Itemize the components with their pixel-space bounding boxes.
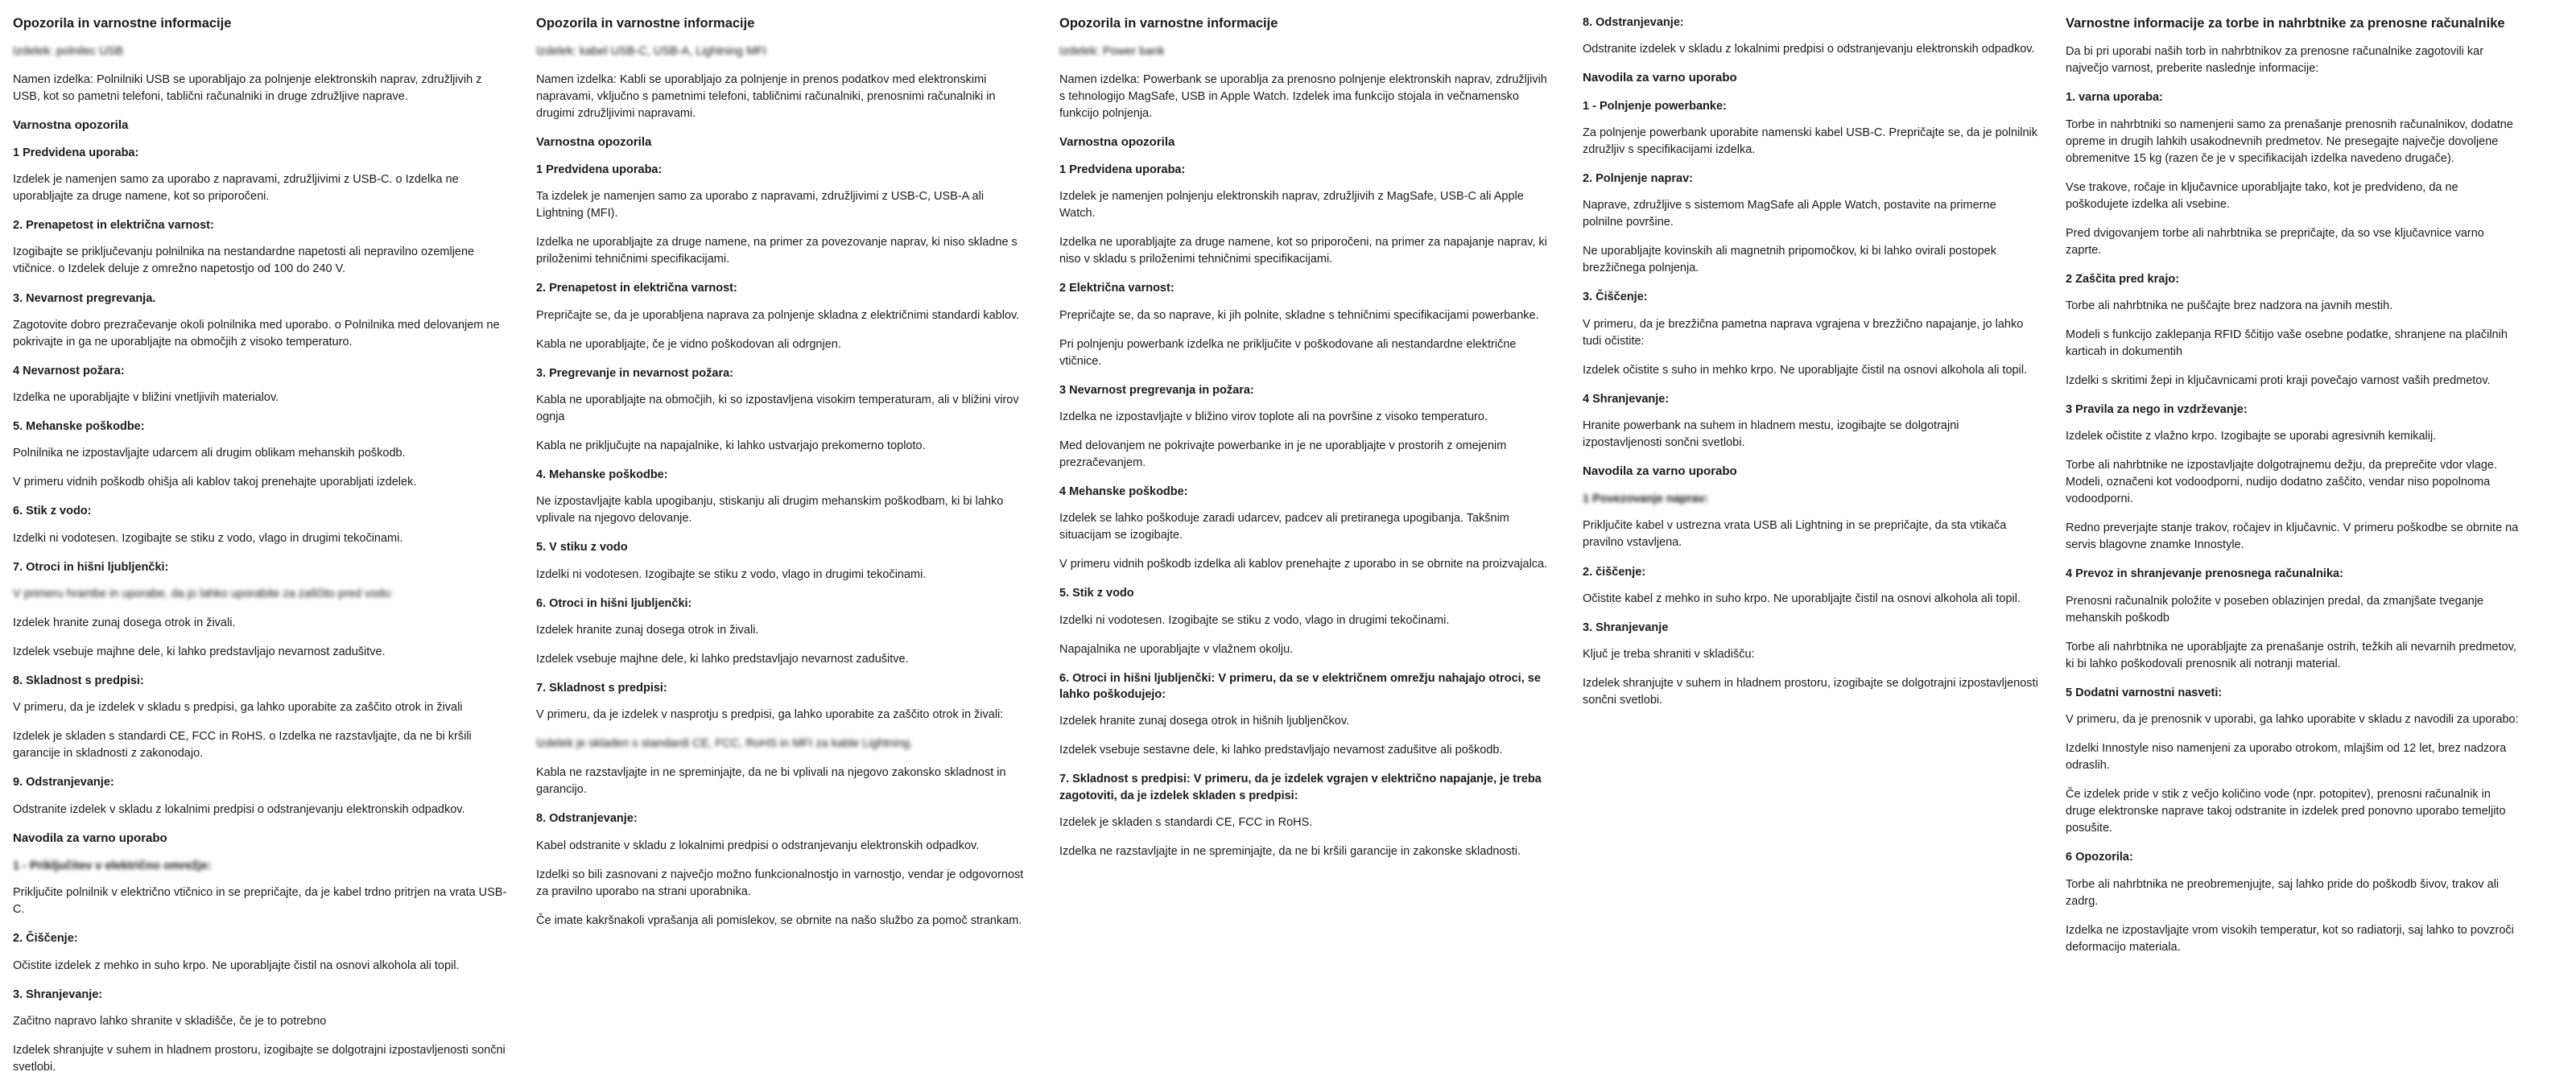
paragraph: Izdelki ni vodotesen. Izogibajte se stiku z vodo, vlago in drugimi tekočinami. (536, 567, 927, 581)
paragraph: Izdelka ne izpostavljajte vrom visokih temperatur, kot so radiatorji, saj lahko to povzroči deformacijo materiala. (2066, 923, 2514, 954)
paragraph: Izdelek je namenjen samo za uporabo z napravami, združljivimi z USB-C. o Izdelka ne uporabljajte za druge namene, kot so priporočeni. (13, 173, 459, 204)
paragraph: Izdelek shranjujte v suhem in hladnem prostoru, izogibajte se dolgotrajni izpostavljenosti sončni svetlobi. (1583, 677, 2038, 707)
subsection-heading: 2. Čiščenje: (13, 932, 78, 946)
column-body (2066, 43, 2521, 955)
paragraph: Torbe in nahrbtniki so namenjeni samo za prenašanje prenosnih računalnikov, dodatne opreme in drugih lahkih usakodnevnih predmetov. Ne presegajte največje dovoljene obremenitve 15 kg (razen če je v specifikacijah izdelka navedeno drugače). (2066, 117, 2513, 165)
column-title: Opozorila in varnostne informacije (536, 16, 755, 31)
subsection-heading: 4 Nevarnost požara: (13, 364, 125, 377)
paragraph: Izdelek vsebuje majhne dele, ki lahko predstavljajo nevarnost zadušitve. (13, 645, 386, 659)
paragraph: Kabel odstranite v skladu z lokalnimi predpisi o odstranjevanju elektronskih odpadkov. (536, 839, 980, 852)
column-body (1583, 14, 2038, 709)
subsection-heading: 5 Dodatni varnostni nasveti: (2066, 686, 2223, 699)
paragraph: Ta izdelek je namenjen samo za uporabo z napravami, združljivimi z USB-C, USB-A ali Lightning (MFI). (536, 190, 985, 221)
product-label-text: Izdelek: polnilec USB (13, 45, 124, 59)
paragraph: Ne uporabljajte kovinskih ali magnetnih pripomočkov, ki bi lahko ovirali postopek brezžičnega polnjenja. (1583, 245, 1996, 275)
subsection-heading: 1 Predvidena uporaba: (13, 146, 139, 159)
paragraph: Prepričajte se, da so naprave, ki jih polnite, skladne s tehničnimi specifikacijami powerbanke. (1059, 308, 1539, 322)
paragraph: Izdelek je namenjen polnjenju elektronskih naprav, združljivih z MagSafe, USB-C ali Apple Watch. (1059, 190, 1524, 221)
subsection-heading: 5. V stiku z vodo (536, 541, 628, 554)
subsection-heading: 6. Otroci in hišni ljubljenčki: V primeru, da se v električnem omrežju nahajajo otroci, se lahko poškodujejo: (1059, 671, 1541, 701)
subsection-heading: 2. čiščenje: (1583, 565, 1646, 579)
paragraph: V primeru vidnih poškodb izdelka ali kablov prenehajte z uporabo in se obrnite na proizvajalca. (1059, 558, 1548, 571)
subsection-heading: 8. Odstranjevanje: (1583, 16, 1684, 29)
subsection-heading: 7. Skladnost s predpisi: (536, 681, 667, 695)
subsection-heading: 3 Nevarnost pregrevanja in požara: (1059, 383, 1254, 397)
subsection-heading: 4. Mehanske poškodbe: (536, 468, 668, 481)
column-cable (536, 14, 1059, 1006)
paragraph: V primeru hrambe in uporabe, da jo lahko uporabite za zaščito pred vodo: (13, 587, 394, 601)
paragraph: Izdelki ni vodotesen. Izogibajte se stiku z vodo, vlago in drugimi tekočinami. (13, 531, 403, 545)
column-title: Opozorila in varnostne informacije (13, 16, 232, 31)
paragraph: Modeli s funkcijo zaklepanja RFID ščitijo vaše osebne podatke, shranjene na plačilnih karticah in dokumentih (2066, 328, 2508, 359)
paragraph: Namen izdelka: Kabli se uporabljajo za polnjenje in prenos podatkov med elektronskimi napravami, vključno s pametnimi telefoni, tabličnimi računalniki, prenosnimi računalniki in drugimi združljivimi napravami. (536, 72, 996, 120)
subsection-heading: 3. Shranjevanje (1583, 620, 1669, 634)
subsection-heading: 2. Prenapetost in električna varnost: (536, 282, 737, 295)
paragraph: Če imate kakršnakoli vprašanja ali pomislekov, se obrnite na našo službo za pomoč strankam. (536, 913, 1022, 927)
paragraph: Torbe ali nahrbtnika ne uporabljajte za prenašanje ostrih, težkih ali nevarnih predmetov, ki bi lahko poškodovali prenosnik ali notranji material. (2066, 640, 2516, 670)
section-heading: Varnostna opozorila (13, 117, 129, 132)
paragraph: Izdelka ne uporabljajte za druge namene, kot so priporočeni, na primer za napajanje naprav, ki niso v skladu s priloženimi tehničnimi specifikacijami. (1059, 236, 1547, 266)
column-body (536, 72, 1032, 930)
paragraph: Ključ je treba shraniti v skladišču: (1583, 648, 1755, 662)
column-charger (13, 14, 536, 1074)
paragraph: Izdelek je skladen s standardi CE, FCC, RoHS in MFI za kable Lightning. (536, 737, 914, 751)
subsection-heading: 3. Čiščenje: (1583, 291, 1648, 304)
subsection-heading: 2. Polnjenje naprav: (1583, 171, 1693, 185)
paragraph: Zagotovite dobro prezračevanje okoli polnilnika med uporabo. o Polnilnika med delovanjem ne pokrivajte in ga ne uporabljajte na območjih z visoko temperaturo. (13, 318, 500, 348)
subsection-heading: 4 Prevoz in shranjevanje prenosnega računalnika: (2066, 567, 2343, 581)
paragraph: Med delovanjem ne pokrivajte powerbanke in je ne uporabljajte v prostorih z omejenim prezračevanjem. (1059, 439, 1507, 469)
subsection-heading: 7. Otroci in hišni ljubljenčki: (13, 560, 169, 574)
subsection-heading: 1 - Priključitev v električno omrežje: (13, 860, 212, 873)
section-heading: Varnostna opozorila (1059, 134, 1175, 149)
paragraph: Izdelka ne uporabljajte v bližini vnetljivih materialov. (13, 391, 279, 405)
paragraph: Če izdelek pride v stik z večjo količino vode (npr. potopitev), prenosni računalnik in druge elektronske naprave takoj odstranite in izdelek pred ponovno uporabo temeljito posušite. (2066, 788, 2506, 835)
column-bags (2066, 14, 2549, 1006)
subsection-heading: 8. Odstranjevanje: (536, 812, 638, 826)
subsection-heading: 3. Nevarnost pregrevanja. (13, 291, 156, 305)
paragraph: Priključite polnilnik v električno vtičnico in se prepričajte, da je kabel trdno pritrjen na vrata USB-C. (13, 886, 507, 917)
paragraph: Očistite kabel z mehko in suho krpo. Ne uporabljajte čistil na osnovi alkohola ali topil. (1583, 592, 2021, 605)
paragraph: Ne izpostavljajte kabla upogibanju, stiskanju ali drugim mehanskim poškodbam, ki bi lahko vplivale na njegovo delovanje. (536, 495, 1004, 526)
column-body (13, 72, 509, 1076)
column-powerbank-usage (1583, 14, 2066, 1006)
subsection-heading: 1 Predvidena uporaba: (1059, 163, 1186, 176)
paragraph: Pri polnjenju powerbank izdelka ne priključite v poškodovane ali nestandardne električne vtičnice. (1059, 337, 1517, 368)
product-label (13, 43, 509, 60)
paragraph: Izdelek hranite zunaj dosega otrok in hišnih ljubljenčkov. (1059, 715, 1350, 728)
section-heading: Varnostna opozorila (536, 134, 652, 149)
paragraph: Naprave, združljive s sistemom MagSafe ali Apple Watch, postavite na primerne polnilne površine. (1583, 199, 1996, 229)
paragraph: Torbe ali nahrbtnike ne izpostavljajte dolgotrajnemu dežju, da preprečite vdor vlage. Modeli, označeni kot vodoodporni, nudijo dodatno zaščito, vendar niso popolnoma vodoodporni. (2066, 459, 2498, 506)
paragraph: Napajalnika ne uporabljajte v vlažnem okolju. (1059, 642, 1294, 656)
subsection-heading: 4 Mehanske poškodbe: (1059, 484, 1188, 498)
paragraph: Izdelek hranite zunaj dosega otrok in živali. (13, 616, 236, 630)
paragraph: Izdelki so bili zasnovani z največjo možno funkcionalnostjo in varnostjo, vendar je odgovornost za pravilno uporabo na strani uporabnika. (536, 868, 1024, 898)
paragraph: Torbe ali nahrbtnika ne preobremenjujte, saj lahko pride do poškodb šivov, trakov ali zadrg. (2066, 877, 2500, 908)
column-powerbank (1059, 14, 1583, 1006)
paragraph: Izdelek shranjujte v suhem in hladnem prostoru, izogibajte se dolgotrajni izpostavljenosti sončni svetlobi. (13, 1043, 506, 1074)
paragraph: Izdelka ne izpostavljajte v bližino virov toplote ali na površine z visoko temperaturo. (1059, 410, 1488, 423)
paragraph: Torbe ali nahrbtnika ne puščajte brez nadzora na javnih mestih. (2066, 299, 2393, 312)
subsection-heading: 6. Stik z vodo: (13, 505, 92, 518)
paragraph: Prepričajte se, da je uporabljena naprava za polnjenje skladna z električnimi standardi kablov. (536, 308, 1020, 322)
paragraph: Kabla ne uporabljajte na območjih, ki so izpostavljena visokim temperaturam, ali v bližini virov ognja (536, 393, 1019, 423)
subsection-heading: 1 - Polnjenje powerbanke: (1583, 99, 1727, 113)
paragraph: Izdelek hranite zunaj dosega otrok in živali. (536, 623, 759, 637)
section-heading: Navodila za varno uporabo (13, 831, 167, 845)
paragraph: Za polnjenje powerbank uporabite namenski kabel USB-C. Prepričajte se, da je polnilnik združljiv s specifikacijami izdelka. (1583, 126, 2038, 156)
subsection-heading: 3. Pregrevanje in nevarnost požara: (536, 366, 733, 380)
product-label (1059, 43, 1555, 60)
subsection-heading: 1. varna uporaba: (2066, 91, 2163, 105)
column-title: Opozorila in varnostne informacije (1059, 16, 1278, 31)
paragraph: Izdelek vsebuje sestavne dele, ki lahko predstavljajo nevarnost zadušitve ali poškodb. (1059, 744, 1503, 757)
paragraph: Izdelek se lahko poškoduje zaradi udarcev, padcev ali pretiranega upogibanja. Takšnim situacijam se izogibajte. (1059, 512, 1509, 542)
subsection-heading: 3. Shranjevanje: (13, 987, 103, 1001)
paragraph: Izdelek očistite z vlažno krpo. Izogibajte se uporabi agresivnih kemikalij. (2066, 430, 2437, 443)
paragraph: Očistite izdelek z mehko in suho krpo. Ne uporabljajte čistil na osnovi alkohola ali topil. (13, 959, 460, 972)
subsection-heading: 3 Pravila za nego in vzdrževanje: (2066, 403, 2248, 417)
subsection-heading: 2 Električna varnost: (1059, 282, 1174, 295)
paragraph: Izdelek vsebuje majhne dele, ki lahko predstavljajo nevarnost zadušitve. (536, 652, 909, 666)
subsection-heading: 1 Predvidena uporaba: (536, 163, 663, 176)
paragraph: Vse trakove, ročaje in ključavnice uporabljajte tako, kot je predvideno, da ne poškodujete izdelka ali vsebine. (2066, 180, 2458, 211)
subsection-heading: 5. Mehanske poškodbe: (13, 420, 145, 434)
paragraph: Polnilnika ne izpostavljajte udarcem ali drugim oblikam mehanskih poškodb. (13, 447, 406, 460)
paragraph: Prenosni računalnik položite v poseben oblazinjen predal, da zmanjšate tveganje mehanskih poškodb (2066, 594, 2484, 625)
paragraph: Izdelka ne uporabljajte za druge namene, na primer za povezovanje naprav, ki niso skladne s priloženimi tehničnimi specifikacijami. (536, 236, 1018, 266)
subsection-heading: 6. Otroci in hišni ljubljenčki: (536, 596, 692, 610)
paragraph: Hranite powerbank na suhem in hladnem mestu, izogibajte se dolgotrajni izpostavljenosti sončni svetlobi. (1583, 418, 1959, 449)
subsection-heading: 6 Opozorila: (2066, 851, 2133, 864)
column-title: Varnostne informacije za torbe in nahrbtnike za prenosne računalnike (2066, 16, 2505, 31)
paragraph: Izdelki Innostyle niso namenjeni za uporabo otrokom, mlajšim od 12 let, brez nadzora odraslih. (2066, 742, 2507, 773)
paragraph: Redno preverjajte stanje trakov, ročajev in ključavnic. V primeru poškodbe se obrnite na servis blagovne znamke Innostyle. (2066, 522, 2519, 552)
paragraph: Da bi pri uporabi naših torb in nahrbtnikov za prenosne računalnike zagotovili kar največjo varnost, preberite naslednje informacije: (2066, 45, 2484, 76)
paragraph: Izdelek očistite s suho in mehko krpo. Ne uporabljajte čistil na osnovi alkohola ali topil. (1583, 363, 2028, 377)
subsection-heading: 2 Zaščita pred krajo: (2066, 272, 2180, 286)
paragraph: Kabla ne priključujte na napajalnike, ki lahko ustvarjajo prekomerno toploto. (536, 439, 926, 452)
paragraph: V primeru, da je izdelek v skladu s predpisi, ga lahko uporabite za zaščito otrok in živali (13, 701, 463, 715)
column-body (1059, 72, 1555, 860)
subsection-heading: 4 Shranjevanje: (1583, 392, 1670, 406)
paragraph: Kabla ne razstavljajte in ne spreminjajte, da ne bi vplivali na njegovo zakonsko skladnost in garancijo. (536, 766, 1006, 797)
paragraph: V primeru, da je izdelek v nasprotju s predpisi, ga lahko uporabite za zaščito otrok in živali: (536, 708, 1004, 722)
paragraph: Izdelka ne razstavljajte in ne spreminjajte, da ne bi kršili garancije in zakonske skladnosti. (1059, 844, 1521, 858)
paragraph: V primeru vidnih poškodb ohišja ali kablov takoj prenehajte uporabljati izdelek. (13, 476, 417, 489)
product-label-text: Izdelek: kabel USB-C, USB-A, Lightning MFI (536, 45, 767, 59)
paragraph: Odstranite izdelek v skladu z lokalnimi predpisi o odstranjevanju elektronskih odpadkov. (13, 802, 465, 816)
paragraph: Izdelki s skritimi žepi in ključavnicami proti kraji povečajo varnost vaših predmetov. (2066, 374, 2491, 388)
paragraph: Izogibajte se priključevanju polnilnika na nestandardne napetosti ali nepravilno ozemljene vtičnice. o Izdelek deluje z omrežno napetostjo od 100 do 240 V. (13, 245, 475, 276)
paragraph: Odstranite izdelek v skladu z lokalnimi predpisi o odstranjevanju elektronskih odpadkov. (1583, 43, 2035, 56)
paragraph: V primeru, da je brezžična pametna naprava vgrajena v brezžično napajanje, jo lahko tudi očistite: (1583, 317, 2024, 348)
paragraph: Izdelek je skladen s standardi CE, FCC in RoHS. o Izdelka ne razstavljajte, da ne bi kršili garancije in skladnosti z zakonodajo. (13, 730, 472, 761)
paragraph: Kabla ne uporabljajte, če je vidno poškodovan ali odrgnjen. (536, 337, 841, 351)
subsection-heading: 5. Stik z vodo (1059, 587, 1134, 600)
section-heading: Navodila za varno uporabo (1583, 71, 1737, 85)
paragraph: Izdelek je skladen s standardi CE, FCC in RoHS. (1059, 815, 1313, 829)
product-label-text: Izdelek: Power bank (1059, 45, 1165, 59)
section-heading: Navodila za varno uporabo (1583, 464, 1737, 478)
subsection-heading: 2. Prenapetost in električna varnost: (13, 219, 214, 233)
paragraph: Začitno napravo lahko shranite v skladišče, če je to potrebno (13, 1014, 327, 1028)
product-label (536, 43, 1032, 60)
paragraph: Namen izdelka: Polnilniki USB se uporabljajo za polnjenje elektronskih naprav, združljivih z USB, kot so pametni telefoni, tablični računalniki in druge združljive naprave. (13, 72, 482, 103)
paragraph: V primeru, da je prenosnik v uporabi, ga lahko uporabite v skladu z navodili za uporabo: (2066, 713, 2519, 727)
paragraph: Izdelki ni vodotesen. Izogibajte se stiku z vodo, vlago in drugimi tekočinami. (1059, 613, 1450, 627)
paragraph: Pred dvigovanjem torbe ali nahrbtnika se prepričajte, da so vse ključavnice varno zaprte. (2066, 226, 2484, 257)
subsection-heading: 8. Skladnost s predpisi: (13, 674, 144, 688)
subsection-heading: 9. Odstranjevanje: (13, 776, 114, 789)
subsection-heading: 1 Povezovanje naprav: (1583, 493, 1709, 506)
paragraph: Priključite kabel v ustrezna vrata USB ali Lightning in se prepričajte, da sta vtikača pravilno vstavljena. (1583, 519, 2007, 550)
paragraph: Namen izdelka: Powerbank se uporablja za prenosno polnjenje elektronskih naprav, združljivih s tehnologijo MagSafe, USB in Apple Watch. Izdelek ima funkcijo stojala in večnamensko funkcijo polnjenja. (1059, 72, 1547, 120)
subsection-heading: 7. Skladnost s predpisi: V primeru, da je izdelek vgrajen v električno napajanje, je treba zagotoviti, da je izdelek skladen s predpisi: (1059, 773, 1542, 802)
